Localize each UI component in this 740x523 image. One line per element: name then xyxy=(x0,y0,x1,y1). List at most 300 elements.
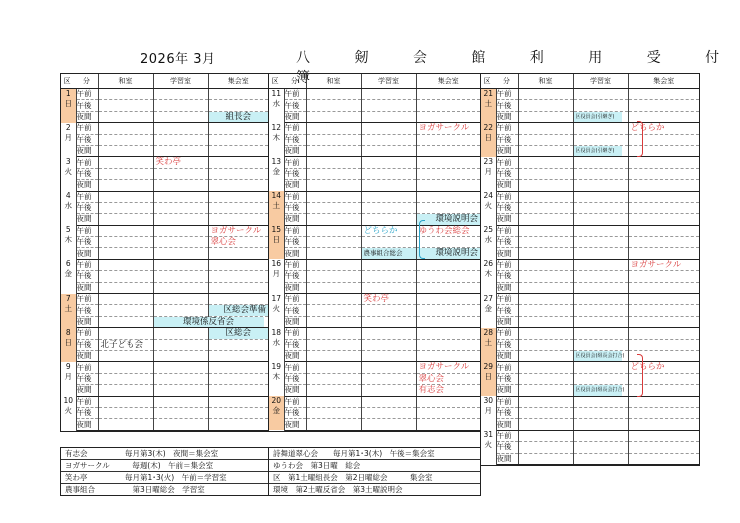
cell-gakushu[interactable] xyxy=(573,453,628,464)
cell-washitsu[interactable] xyxy=(98,225,153,236)
cell-shukai[interactable] xyxy=(416,123,480,134)
cell-washitsu[interactable] xyxy=(98,157,153,168)
cell-washitsu[interactable] xyxy=(518,157,573,168)
cell-washitsu[interactable] xyxy=(98,134,153,145)
slot-label: 午前 xyxy=(76,157,98,168)
cell-shukai[interactable] xyxy=(628,248,699,259)
legend-item: 詩舞道翠心会 毎月第1･3(木) 午後＝集会室 xyxy=(269,448,480,460)
cell-gakushu[interactable] xyxy=(361,202,416,213)
cell-shukai[interactable] xyxy=(628,430,699,441)
cell-shukai[interactable] xyxy=(208,145,268,156)
cell-washitsu[interactable] xyxy=(518,191,573,202)
cell-washitsu[interactable] xyxy=(518,282,573,293)
cell-shukai[interactable] xyxy=(208,419,268,430)
cell-shukai[interactable] xyxy=(416,89,480,100)
cell-gakushu[interactable] xyxy=(573,305,628,316)
cell-washitsu[interactable] xyxy=(518,145,573,156)
cell-washitsu[interactable] xyxy=(518,373,573,384)
cell-shukai[interactable] xyxy=(628,225,699,236)
day-cell xyxy=(61,225,76,259)
cell-washitsu[interactable] xyxy=(98,214,153,225)
cell-gakushu[interactable] xyxy=(361,157,416,168)
cell-washitsu[interactable] xyxy=(518,453,573,464)
cell-washitsu[interactable] xyxy=(98,294,153,305)
cell-washitsu[interactable] xyxy=(306,145,361,156)
cell-washitsu[interactable] xyxy=(306,339,361,350)
cell-gakushu[interactable] xyxy=(573,89,628,100)
cell-gakushu[interactable] xyxy=(153,316,235,327)
cell-shukai[interactable] xyxy=(628,180,699,191)
cell-washitsu[interactable] xyxy=(98,271,153,282)
cell-washitsu[interactable] xyxy=(306,282,361,293)
header-gakushu: 学習室 xyxy=(153,74,208,89)
cell-shukai[interactable] xyxy=(416,191,480,202)
slot-label: 午後 xyxy=(284,237,306,248)
cell-gakushu[interactable] xyxy=(573,407,628,418)
cell-gakushu[interactable] xyxy=(361,419,416,430)
cell-washitsu[interactable] xyxy=(306,305,361,316)
slot-label: 午前 xyxy=(76,328,98,339)
cell-washitsu[interactable] xyxy=(306,202,361,213)
slot-label: 夜間 xyxy=(496,282,518,293)
cell-washitsu[interactable] xyxy=(306,89,361,100)
cell-gakushu[interactable] xyxy=(153,305,208,316)
cell-gakushu[interactable] xyxy=(153,168,208,179)
cell-washitsu[interactable] xyxy=(306,123,361,134)
cell-washitsu[interactable] xyxy=(98,316,153,327)
day-of-week: 金 xyxy=(272,166,280,176)
cell-shukai[interactable] xyxy=(208,89,268,100)
cell-shukai[interactable] xyxy=(416,362,480,373)
cell-shukai[interactable] xyxy=(208,191,268,202)
slot-label: 午後 xyxy=(76,168,98,179)
cell-gakushu[interactable] xyxy=(153,191,208,202)
cell-gakushu[interactable] xyxy=(153,237,208,248)
cell-gakushu[interactable] xyxy=(361,134,416,145)
cell-washitsu[interactable] xyxy=(518,123,573,134)
cell-gakushu[interactable] xyxy=(573,111,628,122)
cell-washitsu[interactable] xyxy=(98,350,153,361)
cell-shukai[interactable] xyxy=(416,350,480,361)
day-number: 15 xyxy=(271,225,282,235)
cell-gakushu[interactable] xyxy=(573,259,628,270)
cell-washitsu[interactable] xyxy=(518,214,573,225)
slot-label: 午前 xyxy=(496,89,518,100)
cell-washitsu[interactable] xyxy=(518,407,573,418)
cell-gakushu[interactable] xyxy=(361,191,416,202)
cell-gakushu[interactable] xyxy=(573,396,628,407)
cell-washitsu[interactable] xyxy=(98,191,153,202)
cell-gakushu[interactable] xyxy=(573,225,628,236)
cell-washitsu[interactable] xyxy=(518,259,573,270)
cell-washitsu[interactable] xyxy=(306,225,361,236)
cell-shukai[interactable] xyxy=(416,339,480,350)
cell-gakushu[interactable] xyxy=(361,225,416,236)
cell-shukai[interactable] xyxy=(208,248,268,259)
cell-gakushu[interactable] xyxy=(153,100,208,111)
cell-shukai[interactable] xyxy=(416,111,480,122)
cell-gakushu[interactable] xyxy=(153,180,208,191)
cell-shukai[interactable] xyxy=(416,214,480,225)
cell-washitsu[interactable] xyxy=(306,237,361,248)
cell-gakushu[interactable] xyxy=(361,214,416,225)
cell-gakushu[interactable] xyxy=(153,123,208,134)
cell-washitsu[interactable] xyxy=(306,294,361,305)
slot-label: 午前 xyxy=(496,225,518,236)
cell-shukai[interactable] xyxy=(208,271,268,282)
cell-gakushu[interactable] xyxy=(573,100,628,111)
cell-gakushu[interactable] xyxy=(573,134,628,145)
cell-washitsu[interactable] xyxy=(306,180,361,191)
cell-washitsu[interactable] xyxy=(518,111,573,122)
cell-shukai[interactable] xyxy=(208,111,268,122)
cell-gakushu[interactable] xyxy=(153,134,208,145)
cell-shukai[interactable] xyxy=(628,214,699,225)
cell-shukai[interactable] xyxy=(628,89,699,100)
cell-gakushu[interactable] xyxy=(361,328,416,339)
cell-washitsu[interactable] xyxy=(306,248,361,259)
cell-gakushu[interactable] xyxy=(153,145,208,156)
cell-gakushu[interactable] xyxy=(361,168,416,179)
cell-shukai[interactable] xyxy=(208,362,268,373)
cell-washitsu[interactable] xyxy=(518,316,573,327)
cell-gakushu[interactable] xyxy=(153,419,208,430)
cell-gakushu[interactable] xyxy=(153,373,208,384)
cell-washitsu[interactable] xyxy=(98,180,153,191)
cell-gakushu[interactable] xyxy=(573,191,628,202)
cell-washitsu[interactable] xyxy=(98,259,153,270)
cell-shukai[interactable] xyxy=(416,145,480,156)
cell-washitsu[interactable] xyxy=(98,362,153,373)
day-cell xyxy=(61,123,76,157)
cell-shukai[interactable] xyxy=(628,316,699,327)
cell-shukai[interactable] xyxy=(416,157,480,168)
cell-washitsu[interactable] xyxy=(518,202,573,213)
cell-washitsu[interactable] xyxy=(518,430,573,441)
cell-shukai[interactable] xyxy=(628,407,699,418)
cell-washitsu[interactable] xyxy=(98,373,153,384)
cell-gakushu[interactable] xyxy=(153,248,208,259)
cell-washitsu[interactable] xyxy=(306,373,361,384)
cell-shukai[interactable] xyxy=(416,407,480,418)
cell-washitsu[interactable] xyxy=(518,419,573,430)
cell-gakushu[interactable] xyxy=(573,282,628,293)
cell-washitsu[interactable] xyxy=(518,339,573,350)
cell-shukai[interactable] xyxy=(416,419,480,430)
cell-gakushu[interactable] xyxy=(361,396,416,407)
cell-gakushu[interactable] xyxy=(361,271,416,282)
cell-shukai[interactable] xyxy=(208,225,268,236)
day-cell xyxy=(61,191,76,225)
cell-washitsu[interactable] xyxy=(518,350,573,361)
cell-shukai[interactable] xyxy=(208,282,268,293)
cell-gakushu[interactable] xyxy=(361,89,416,100)
cell-washitsu[interactable] xyxy=(518,362,573,373)
cell-washitsu[interactable] xyxy=(306,350,361,361)
cell-washitsu[interactable] xyxy=(306,396,361,407)
slot-label: 夜間 xyxy=(496,111,518,122)
cell-gakushu[interactable] xyxy=(361,294,416,305)
cell-gakushu[interactable] xyxy=(361,316,416,327)
day-cell xyxy=(269,362,284,396)
cell-gakushu[interactable] xyxy=(361,259,416,270)
day-of-week: 土 xyxy=(64,303,72,313)
cell-washitsu[interactable] xyxy=(306,407,361,418)
cell-washitsu[interactable] xyxy=(306,419,361,430)
cell-shukai[interactable] xyxy=(208,123,268,134)
cell-washitsu[interactable] xyxy=(98,202,153,213)
cell-washitsu[interactable] xyxy=(306,271,361,282)
cell-shukai[interactable] xyxy=(208,134,268,145)
cell-shukai[interactable] xyxy=(208,100,268,111)
cell-gakushu[interactable] xyxy=(573,362,628,373)
cell-washitsu[interactable] xyxy=(518,225,573,236)
cell-washitsu[interactable] xyxy=(306,214,361,225)
cell-shukai[interactable] xyxy=(416,259,480,270)
cell-shukai[interactable] xyxy=(628,282,699,293)
cell-washitsu[interactable] xyxy=(98,89,153,100)
cell-gakushu[interactable] xyxy=(153,282,208,293)
cell-washitsu[interactable] xyxy=(98,305,153,316)
cell-washitsu[interactable] xyxy=(98,396,153,407)
cell-shukai[interactable] xyxy=(416,180,480,191)
cell-shukai[interactable] xyxy=(416,237,480,248)
cell-washitsu[interactable] xyxy=(98,237,153,248)
cell-gakushu[interactable] xyxy=(361,350,416,361)
day-cell xyxy=(61,362,76,396)
cell-washitsu[interactable] xyxy=(518,305,573,316)
cell-washitsu[interactable] xyxy=(306,385,361,396)
day-number: 4 xyxy=(65,191,71,201)
cell-shukai[interactable] xyxy=(208,385,268,396)
cell-gakushu[interactable] xyxy=(153,339,208,350)
cell-gakushu[interactable] xyxy=(573,271,628,282)
cell-shukai[interactable] xyxy=(416,385,480,396)
cell-washitsu[interactable] xyxy=(306,100,361,111)
cell-gakushu[interactable] xyxy=(573,214,628,225)
cell-shukai[interactable] xyxy=(628,396,699,407)
cell-shukai[interactable] xyxy=(628,237,699,248)
cell-shukai[interactable] xyxy=(208,407,268,418)
cell-gakushu[interactable] xyxy=(573,294,628,305)
cell-gakushu[interactable] xyxy=(573,442,628,453)
cell-gakushu[interactable] xyxy=(361,282,416,293)
booking-entry: 区役員会(引継ぎ) xyxy=(574,146,622,156)
cell-gakushu[interactable] xyxy=(153,259,208,270)
cell-gakushu[interactable] xyxy=(361,362,416,373)
cell-gakushu[interactable] xyxy=(153,225,208,236)
cell-gakushu[interactable] xyxy=(153,362,208,373)
cell-gakushu[interactable] xyxy=(361,145,416,156)
cell-washitsu[interactable] xyxy=(518,271,573,282)
cell-shukai[interactable] xyxy=(208,396,268,407)
cell-gakushu[interactable] xyxy=(573,237,628,248)
cell-gakushu[interactable] xyxy=(153,271,208,282)
cell-shukai[interactable] xyxy=(416,305,480,316)
cell-gakushu[interactable] xyxy=(153,294,208,305)
day-number: 17 xyxy=(271,293,282,303)
slot-label: 夜間 xyxy=(496,350,518,361)
cell-washitsu[interactable] xyxy=(518,294,573,305)
cell-shukai[interactable] xyxy=(208,214,268,225)
cell-shukai[interactable] xyxy=(416,202,480,213)
cell-gakushu[interactable] xyxy=(153,89,208,100)
cell-washitsu[interactable] xyxy=(518,180,573,191)
cell-gakushu[interactable] xyxy=(153,202,208,213)
cell-shukai[interactable] xyxy=(208,168,268,179)
cell-washitsu[interactable] xyxy=(518,396,573,407)
cell-gakushu[interactable] xyxy=(361,407,416,418)
cell-gakushu[interactable] xyxy=(573,157,628,168)
cell-gakushu[interactable] xyxy=(573,180,628,191)
cell-washitsu[interactable] xyxy=(306,328,361,339)
cell-washitsu[interactable] xyxy=(518,237,573,248)
cell-gakushu[interactable] xyxy=(573,328,628,339)
cell-shukai[interactable] xyxy=(208,259,268,270)
cell-shukai[interactable] xyxy=(208,350,268,361)
cell-shukai[interactable] xyxy=(628,259,699,270)
cell-gakushu[interactable] xyxy=(153,385,208,396)
cell-gakushu[interactable] xyxy=(361,339,416,350)
slot-label: 夜間 xyxy=(284,180,306,191)
cell-gakushu[interactable] xyxy=(153,214,208,225)
cell-gakushu[interactable] xyxy=(573,339,628,350)
day-of-week: 木 xyxy=(272,132,280,142)
cell-shukai[interactable] xyxy=(208,305,268,316)
cell-gakushu[interactable] xyxy=(573,145,628,156)
cell-washitsu[interactable] xyxy=(306,362,361,373)
cell-gakushu[interactable] xyxy=(153,111,208,122)
cell-gakushu[interactable] xyxy=(153,157,208,168)
cell-washitsu[interactable] xyxy=(306,134,361,145)
cell-gakushu[interactable] xyxy=(573,202,628,213)
cell-shukai[interactable] xyxy=(628,168,699,179)
cell-shukai[interactable] xyxy=(628,419,699,430)
cell-shukai[interactable] xyxy=(416,396,480,407)
cell-gakushu[interactable] xyxy=(153,396,208,407)
cell-washitsu[interactable] xyxy=(518,100,573,111)
cell-shukai[interactable] xyxy=(628,191,699,202)
cell-shukai[interactable] xyxy=(416,316,480,327)
cell-shukai[interactable] xyxy=(628,328,699,339)
cell-gakushu[interactable] xyxy=(153,350,208,361)
cell-shukai[interactable] xyxy=(416,225,480,236)
booking-entry: 翠心会 xyxy=(418,373,445,384)
cell-gakushu[interactable] xyxy=(573,373,628,384)
cell-washitsu[interactable] xyxy=(98,100,153,111)
cell-shukai[interactable] xyxy=(208,202,268,213)
cell-gakushu[interactable] xyxy=(573,350,628,361)
cell-shukai[interactable] xyxy=(208,157,268,168)
cell-gakushu[interactable] xyxy=(361,111,416,122)
cell-washitsu[interactable] xyxy=(306,316,361,327)
cell-shukai[interactable] xyxy=(208,294,268,305)
cell-gakushu[interactable] xyxy=(361,385,416,396)
cell-washitsu[interactable] xyxy=(98,248,153,259)
cell-shukai[interactable] xyxy=(416,373,480,384)
cell-washitsu[interactable] xyxy=(518,134,573,145)
booking-entry: 翠心会 xyxy=(210,237,237,248)
cell-gakushu[interactable] xyxy=(573,123,628,134)
cell-gakushu[interactable] xyxy=(153,328,208,339)
slot-label: 午前 xyxy=(496,430,518,441)
cell-washitsu[interactable] xyxy=(306,259,361,270)
cell-washitsu[interactable] xyxy=(518,248,573,259)
cell-shukai[interactable] xyxy=(416,282,480,293)
cell-shukai[interactable] xyxy=(416,328,480,339)
cell-gakushu[interactable] xyxy=(361,123,416,134)
cell-washitsu[interactable] xyxy=(306,191,361,202)
cell-shukai[interactable] xyxy=(208,328,268,339)
cell-washitsu[interactable] xyxy=(518,89,573,100)
cell-shukai[interactable] xyxy=(416,271,480,282)
cell-washitsu[interactable] xyxy=(98,282,153,293)
cell-shukai[interactable] xyxy=(628,294,699,305)
cell-shukai[interactable] xyxy=(628,202,699,213)
cell-gakushu[interactable] xyxy=(361,100,416,111)
cell-shukai[interactable] xyxy=(628,453,699,464)
cell-shukai[interactable] xyxy=(416,248,480,259)
cell-shukai[interactable] xyxy=(628,442,699,453)
cell-gakushu[interactable] xyxy=(573,316,628,327)
legend-left xyxy=(60,447,269,496)
cell-gakushu[interactable] xyxy=(573,248,628,259)
cell-washitsu[interactable] xyxy=(98,123,153,134)
cell-washitsu[interactable] xyxy=(306,168,361,179)
cell-washitsu[interactable] xyxy=(306,111,361,122)
cell-washitsu[interactable] xyxy=(518,328,573,339)
cell-shukai[interactable] xyxy=(416,134,480,145)
cell-shukai[interactable] xyxy=(628,305,699,316)
day-of-week: 金 xyxy=(272,406,280,416)
cell-washitsu[interactable] xyxy=(518,442,573,453)
cell-shukai[interactable] xyxy=(628,271,699,282)
cell-washitsu[interactable] xyxy=(98,111,153,122)
cell-washitsu[interactable] xyxy=(98,385,153,396)
cell-shukai[interactable] xyxy=(628,157,699,168)
cell-washitsu[interactable] xyxy=(98,407,153,418)
cell-gakushu[interactable] xyxy=(361,373,416,384)
cell-gakushu[interactable] xyxy=(361,248,416,259)
cell-gakushu[interactable] xyxy=(153,407,208,418)
cell-shukai[interactable] xyxy=(208,373,268,384)
cell-gakushu[interactable] xyxy=(361,237,416,248)
cell-washitsu[interactable] xyxy=(518,168,573,179)
cell-washitsu[interactable] xyxy=(98,145,153,156)
cell-shukai[interactable] xyxy=(628,339,699,350)
cell-gakushu[interactable] xyxy=(361,180,416,191)
cell-gakushu[interactable] xyxy=(361,305,416,316)
cell-shukai[interactable] xyxy=(628,100,699,111)
cell-washitsu[interactable] xyxy=(98,168,153,179)
cell-washitsu[interactable] xyxy=(98,339,153,350)
cell-gakushu[interactable] xyxy=(573,430,628,441)
cell-shukai[interactable] xyxy=(416,168,480,179)
cell-gakushu[interactable] xyxy=(573,168,628,179)
cell-gakushu[interactable] xyxy=(573,419,628,430)
cell-shukai[interactable] xyxy=(416,294,480,305)
cell-shukai[interactable] xyxy=(208,237,268,248)
cell-washitsu[interactable] xyxy=(98,328,153,339)
cell-washitsu[interactable] xyxy=(98,419,153,430)
cell-washitsu[interactable] xyxy=(518,385,573,396)
cell-gakushu[interactable] xyxy=(573,385,628,396)
day-of-week: 月 xyxy=(64,371,72,381)
cell-shukai[interactable] xyxy=(416,100,480,111)
cell-shukai[interactable] xyxy=(208,180,268,191)
cell-shukai[interactable] xyxy=(208,339,268,350)
cell-washitsu[interactable] xyxy=(306,157,361,168)
